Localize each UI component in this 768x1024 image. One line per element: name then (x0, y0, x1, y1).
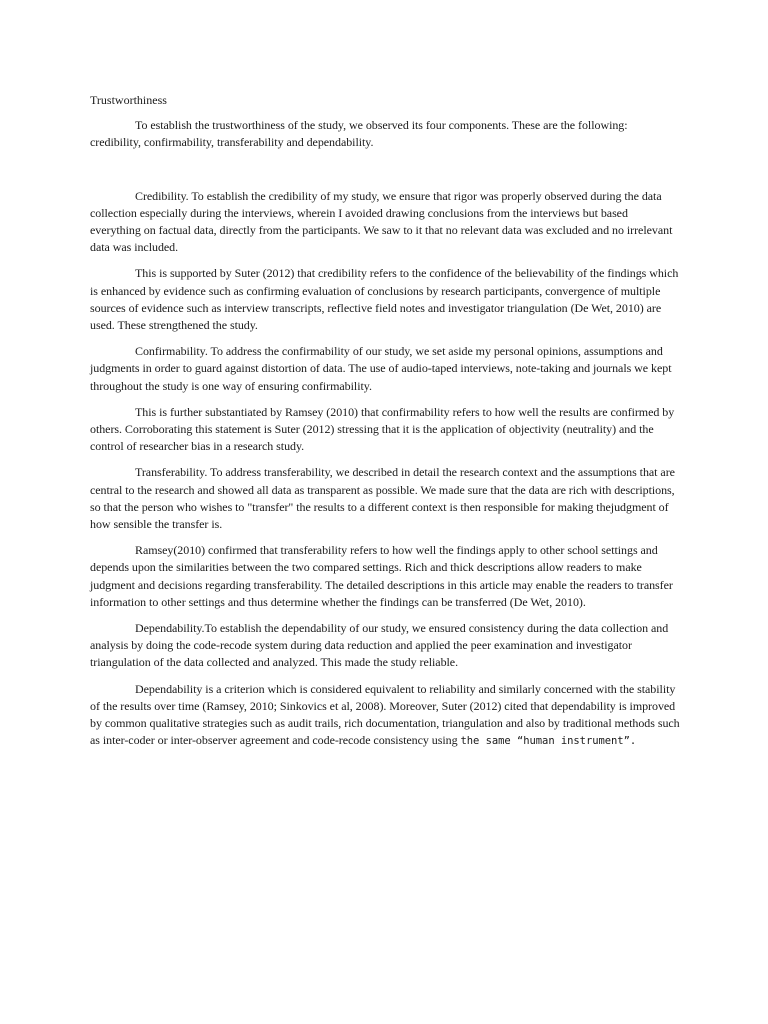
paragraph-confirmability-support: This is further substantiated by Ramsey (2010) that confirmability refers to how well the results are confirmed by others. Corroborating this statement is Suter (2012) stressing that it is the application of objectivity (neutrality) and the control of researcher bias in a research study. (90, 404, 675, 454)
paragraph-transferability: Transferability. To address transferability, we described in detail the research context and the assumptions that are central to the research and showed all data as transparent as possible. We made sure that the data are rich with descriptions, so that the person who wishes to "transfer" the results to a different context is then responsible for making thejudgment of how sensible the transfer is. (90, 465, 675, 532)
paragraph-dependability: Dependability.To establish the dependability of our study, we ensured consistency during the data collection and analysis by doing the code-recode system during data reduction and applied the peer examination and investigator triangulation of the data collected and analyzed. This made the study reliable. (90, 621, 669, 670)
document-body (90, 92, 680, 760)
paragraph-confirmability: Confirmability. To address the confirmability of our study, we set aside my personal opinions, assumptions and judgments in order to guard against distortion of data. The use of audio-taped interviews, note-taking and journals we kept throughout the study is one way of ensuring confirmability. (90, 344, 672, 393)
paragraph-dependability-support-text: Dependability is a criterion which is considered equivalent to reliability and similarly concerned with the stability of the results over time (Ramsey, 2010; Sinkovics et al, 2008). Moreover, Suter (2012) cited that dependability is improved by common qualitative strategies such as audit trails, rich documentation, triangulation and also by traditional methods such as inter-coder or inter-observer agreement and code-recode consistency using (90, 681, 680, 748)
paragraph-transferability-support: Ramsey(2010) confirmed that transferability refers to how well the findings apply to other school settings and depends upon the similarities between the two compared settings. Rich and thick descriptions allow readers to make judgment and decisions regarding transferability. The detailed descriptions in this article may enable the readers to transfer information to other settings and thus determine whether the findings can be transferred (De Wet, 2010). (90, 543, 673, 609)
section-heading: Trustworthiness (90, 93, 167, 107)
paragraph-credibility: Credibility. To establish the credibility of my study, we ensure that rigor was properly observed during the data collection especially during the interviews, wherein I avoided drawing conclusions from the interviews but based everything on factual data, directly from the participants. We saw to it that no relevant data was excluded and no irrelevant data was included. (90, 188, 673, 255)
paragraph-intro: To establish the trustworthiness of the study, we observed its four components. These are the following: credibility, confirmability, transferability and dependability. (90, 118, 628, 150)
closing-line: the same “human instrument”. (460, 735, 637, 748)
paragraph-credibility-support: This is supported by Suter (2012) that credibility refers to the confidence of the believability of the findings which is enhanced by evidence such as confirming evaluation of conclusions by research participants, convergence of multiple sources of evidence such as interview transcripts, reflective field notes and investigator triangulation (De Wet, 2010) are used. These strengthened the study. (90, 266, 679, 333)
paragraph-dependability-support (90, 681, 680, 751)
